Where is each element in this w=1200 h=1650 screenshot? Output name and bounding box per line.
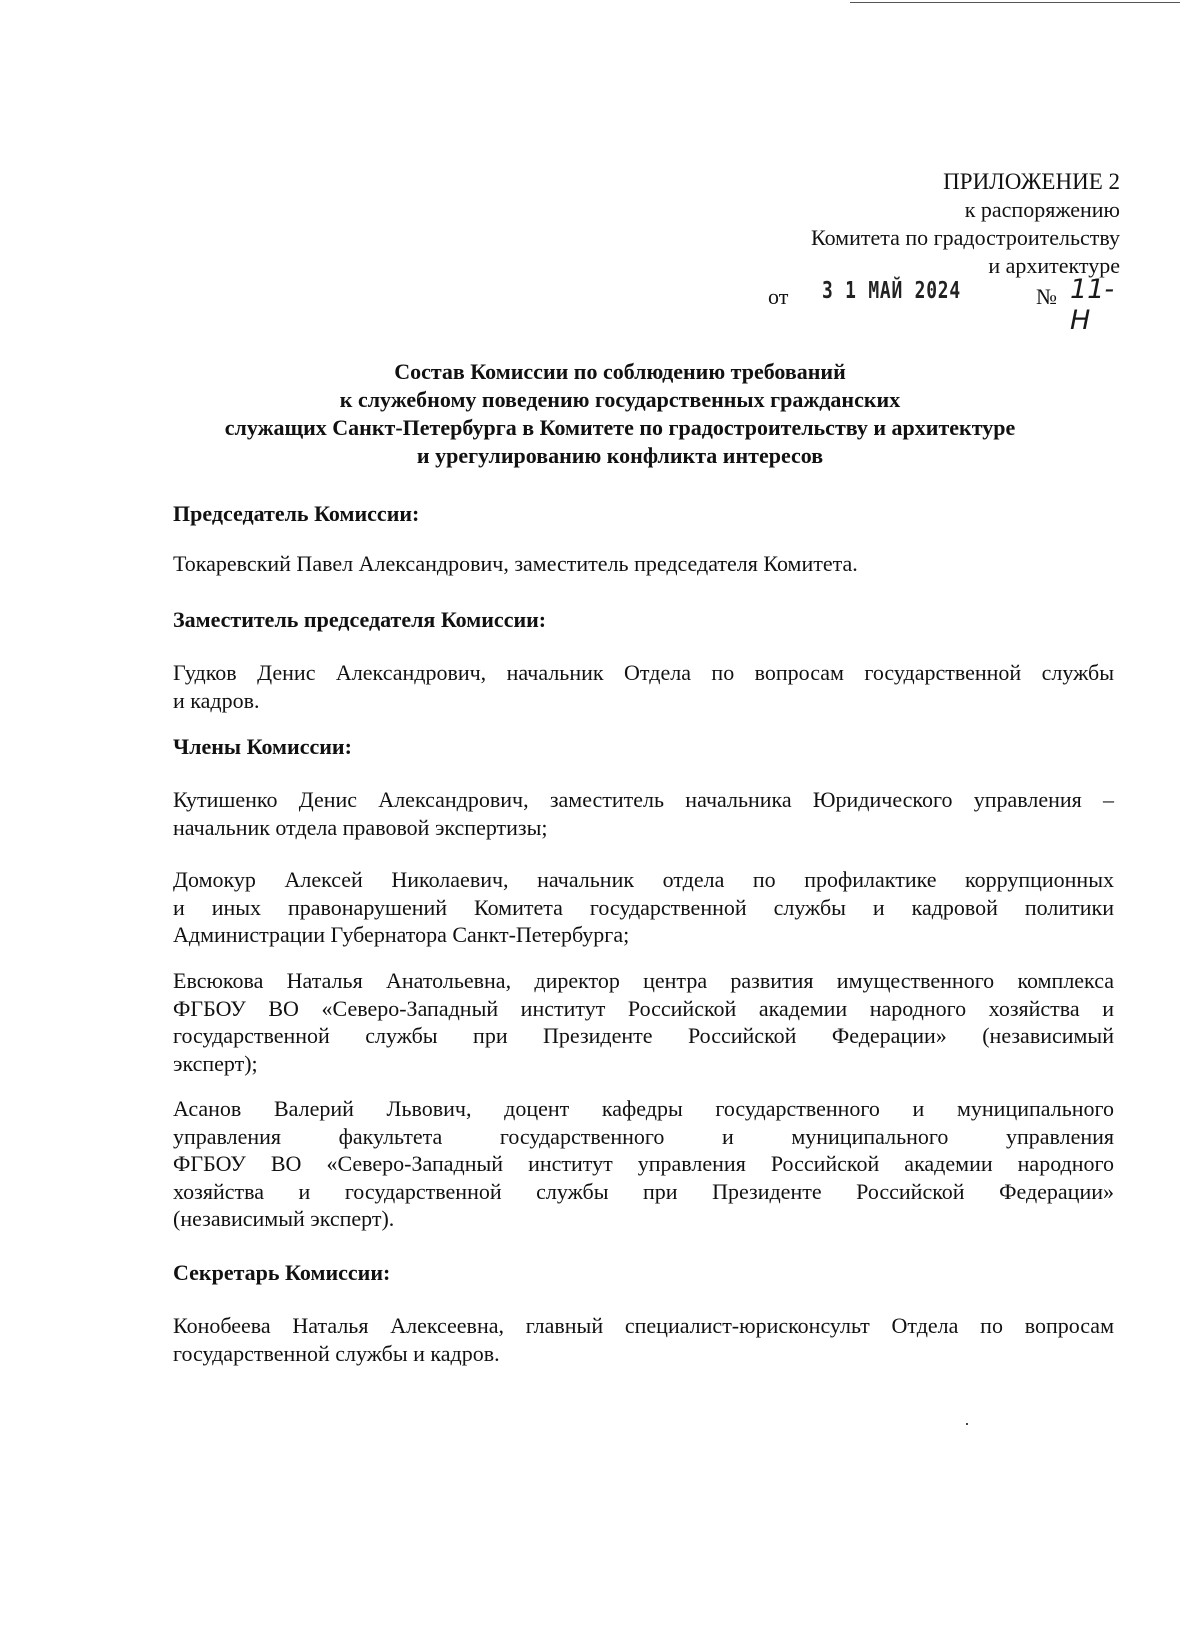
text-line: Конобеева Наталья Алексеевна, главный специалист-юрисконсульт Отдела по вопросам bbox=[173, 1313, 1114, 1338]
secretary-heading: Секретарь Комиссии: bbox=[173, 1260, 391, 1285]
text-line: Гудков Денис Александрович, начальник Отдела по вопросам государственной службы bbox=[173, 660, 1114, 685]
title-line-4: и урегулированию конфликта интересов bbox=[416, 443, 824, 468]
member-entry bbox=[173, 967, 1114, 1077]
title-line-1: Состав Комиссии по соблюдению требований bbox=[394, 359, 846, 384]
member-entry bbox=[173, 786, 1114, 841]
number-sign: № bbox=[1036, 284, 1057, 309]
date-stamp: 3 1 МАЙ 2024 bbox=[822, 278, 961, 304]
text-line: хозяйства и государственной службы при Президенте Российской Федерации» bbox=[173, 1178, 1114, 1204]
text-line: начальник отдела правовой экспертизы; bbox=[173, 814, 548, 840]
document-title bbox=[180, 358, 1060, 470]
title-line-3: служащих Санкт-Петербурга в Комитете по градостроительству и архитектуре bbox=[224, 415, 1016, 440]
members-heading: Члены Комиссии: bbox=[173, 734, 352, 759]
deputy-heading: Заместитель председателя Комиссии: bbox=[173, 607, 547, 632]
text-line: (независимый эксперт). bbox=[173, 1206, 395, 1231]
text-line: государственной службы при Президенте Российской Федерации» (независимый bbox=[173, 1023, 1114, 1048]
text-line: эксперт); bbox=[173, 1050, 258, 1076]
member-entry bbox=[173, 866, 1114, 949]
appendix-block bbox=[700, 168, 1120, 280]
deputy-text bbox=[173, 659, 1114, 714]
from-label: от bbox=[768, 284, 789, 309]
text-line: ФГБОУ ВО «Северо-Западный институт Российской академии народного хозяйства и bbox=[173, 995, 1114, 1021]
text-line: Токаревский Павел Александрович, заместитель председателя Комитета. bbox=[173, 551, 858, 576]
chairman-heading: Председатель Комиссии: bbox=[173, 501, 420, 526]
text-line: и иных правонарушений Комитета государственной службы и кадровой политики bbox=[173, 894, 1114, 920]
chairman-text bbox=[173, 550, 1114, 578]
title-line-2: к служебному поведению государственных гражданских bbox=[339, 387, 901, 412]
text-line: государственной службы и кадров. bbox=[173, 1340, 500, 1366]
text-line: Евсюкова Наталья Анатольевна, директор центра развития имущественного комплекса bbox=[173, 968, 1114, 993]
handwritten-number: 11-Н bbox=[1070, 274, 1115, 336]
text-line: и кадров. bbox=[173, 687, 260, 713]
appendix-line-3: и архитектуре bbox=[988, 253, 1120, 278]
text-line: ФГБОУ ВО «Северо-Западный институт управления Российской академии народного bbox=[173, 1151, 1114, 1176]
appendix-line-1: к распоряжению bbox=[964, 197, 1120, 222]
scan-speck bbox=[966, 1423, 968, 1425]
appendix-line-2: Комитета по градостроительству bbox=[810, 225, 1120, 250]
text-line: Асанов Валерий Львович, доцент кафедры государственного и муниципального bbox=[173, 1096, 1114, 1121]
text-line: управления факультета государственного и муниципального управления bbox=[173, 1123, 1114, 1149]
order-date-number bbox=[768, 274, 1128, 336]
appendix-title: ПРИЛОЖЕНИЕ 2 bbox=[943, 169, 1120, 194]
scan-artifact-line bbox=[850, 2, 1180, 3]
text-line: Кутишенко Денис Александрович, заместитель начальника Юридического управления – bbox=[173, 787, 1114, 812]
member-entry bbox=[173, 1095, 1114, 1233]
secretary-text bbox=[173, 1312, 1114, 1367]
text-line: Администрации Губернатора Санкт-Петербурга; bbox=[173, 922, 630, 947]
text-line: Домокур Алексей Николаевич, начальник отдела по профилактике коррупционных bbox=[173, 867, 1114, 892]
